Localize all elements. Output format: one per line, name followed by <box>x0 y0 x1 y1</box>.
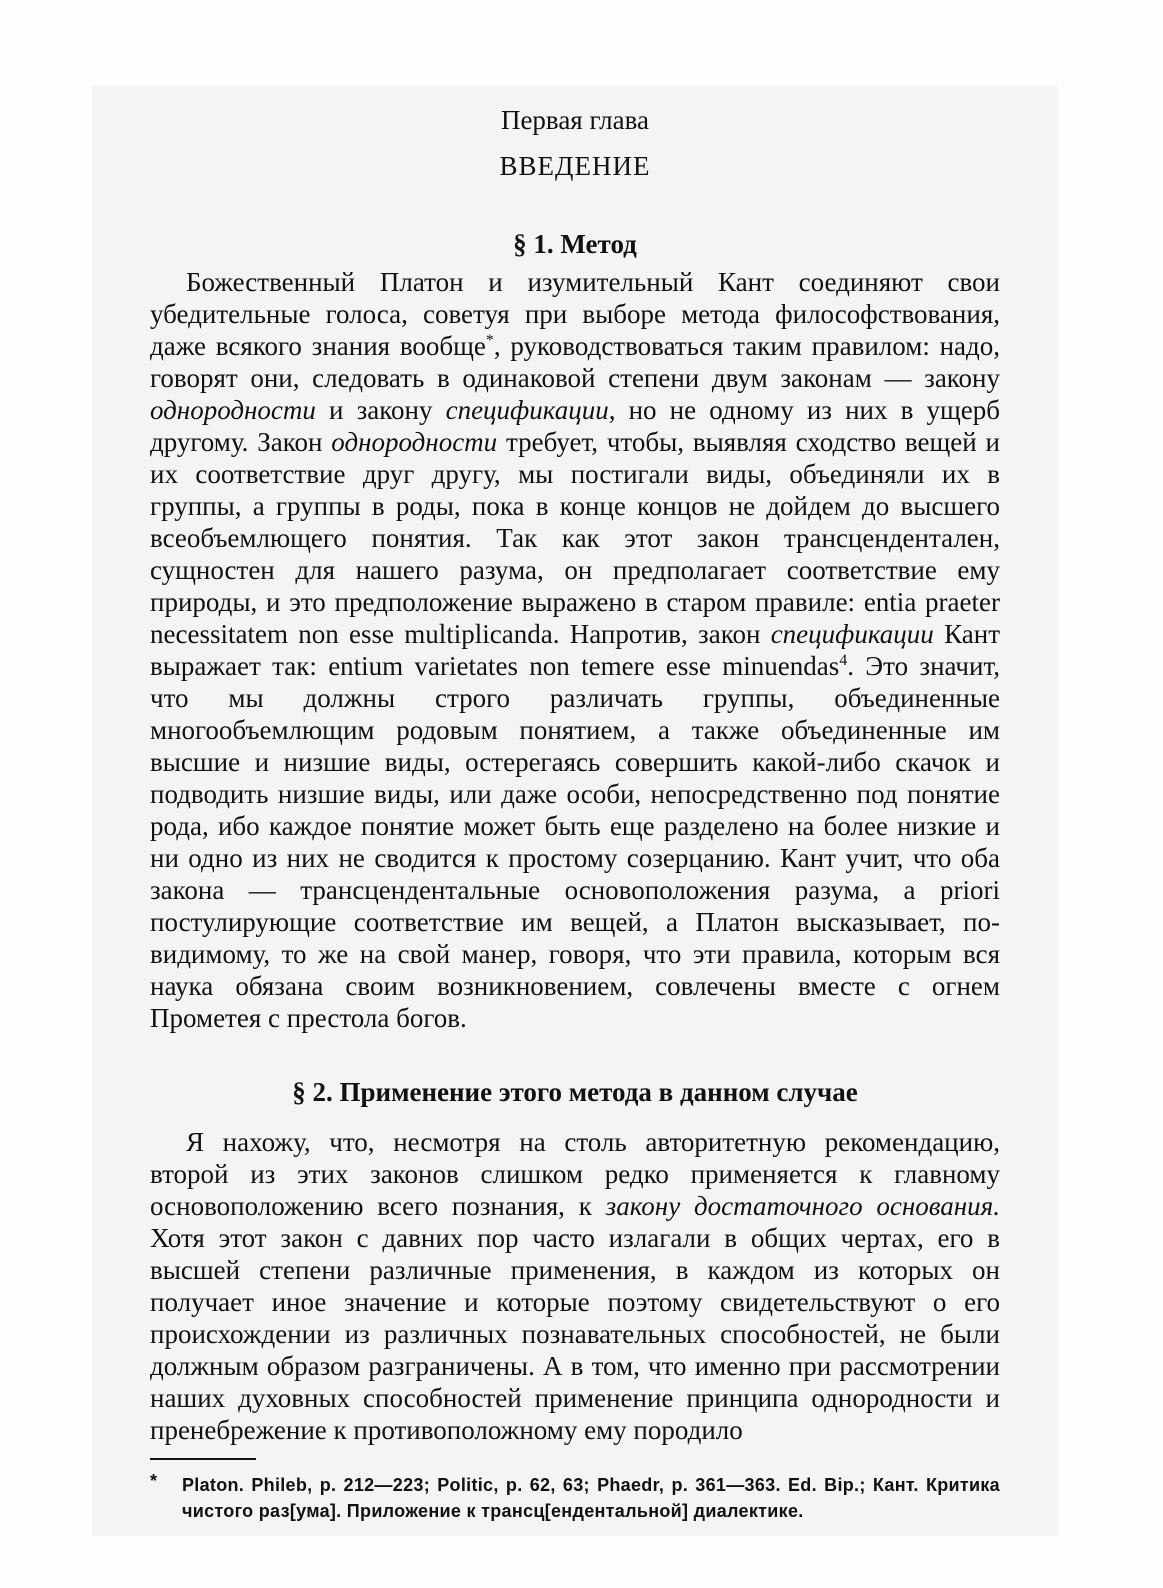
section-1-heading: § 1. Метод <box>513 229 637 259</box>
emphasis-term: спецификации <box>445 395 609 425</box>
section-2-heading: § 2. Применение этого метода в данном случае <box>292 1077 858 1107</box>
emphasis-term: закону достаточного основания. <box>605 1191 1000 1221</box>
chapter-number: Первая глава <box>500 105 650 135</box>
footnote-reference: * <box>485 332 494 349</box>
chapter-title: ВВЕДЕНИЕ <box>499 151 651 181</box>
section-2-paragraph: Я нахожу, что, несмотря на столь авторитетную рекомендацию, второй из этих законов слишком редко применяется к главному основоположению всего познания, к закону достаточного основания. Хотя этот закон с давних пор часто излагали в общих чертах, его в высшей степени различные применения, в каждом из которых он получает иное значение и которые поэтому свидетельствуют о его происхождении из различных познавательных способностей, не были должным образом разграничены. А в том, что именно при рассмотрении наших духовных способностей применение принципа однородности и пренебрежение к противоположному ему породило <box>150 1127 1000 1445</box>
section-1-paragraph: Божественный Платон и изумительный Кант соединяют свои убедительные голоса, советуя при выборе метода философствования, даже всякого знания вообще*, руководствоваться таким правилом: надо, говорят они, следовать в одинаковой степени двум законам — закону однородности и закону спецификации, но не одному из них в ущерб другому. Закон однородности требует, чтобы, выявляя сходство вещей и их соответствие друг другу, мы постигали виды, объединяли их в группы, а группы в роды, пока в конце концов не дойдем до высшего всеобъемлющего понятия. Так как этот закон трансценденталeн, сущностен для нашего разума, он предполагает соответствие ему природы, и это предположение выражено в старом правиле: entia praeter necessitatem non esse multiplicanda. Напротив, закон спецификации Кант выражает так: entium varietates non temere esse minuendas$^4$. Это значит, что мы должны строго различать группы, объединенные многообъемлющим родовым понятием, а также объединенные им высшие и низшие виды, остерегаясь совершить какой-либо скачок и подводить низшие виды, или даже особи, непосредственно под понятие рода, ибо каждое понятие может быть еще разделено на более низкие и ни одно из них не сводится к простому созерцанию. Кант учит, что оба закона — трансцендентальные основоположения разума, a priori постулирующие соответствие им вещей, а Платон высказывает, по-видимому, то же на свой манер, говоря, что эти правила, которым вся наука обязана своим возникновением, совлечены вместе с огнем Прометея с престола богов. <box>150 267 1001 1033</box>
footnote-reference: 4 <box>839 652 848 669</box>
emphasis-term: спецификации <box>770 619 934 649</box>
footnote-mark: * <box>150 1471 158 1491</box>
footnote-text: Platon. Phileb, p. 212—223; Politic, p. 62, 63; Phaedr, p. 361—363. Ed. Bip.; Кант. Критика чистого раз[ума]. Приложение к трансц[ендентальной] диалектике. <box>182 1475 1000 1521</box>
emphasis-term: однородности <box>331 427 498 457</box>
footnote-divider <box>150 1458 256 1460</box>
footnote <box>150 1472 1000 1524</box>
book-page <box>150 100 1000 1524</box>
emphasis-term: однородности <box>150 395 316 425</box>
